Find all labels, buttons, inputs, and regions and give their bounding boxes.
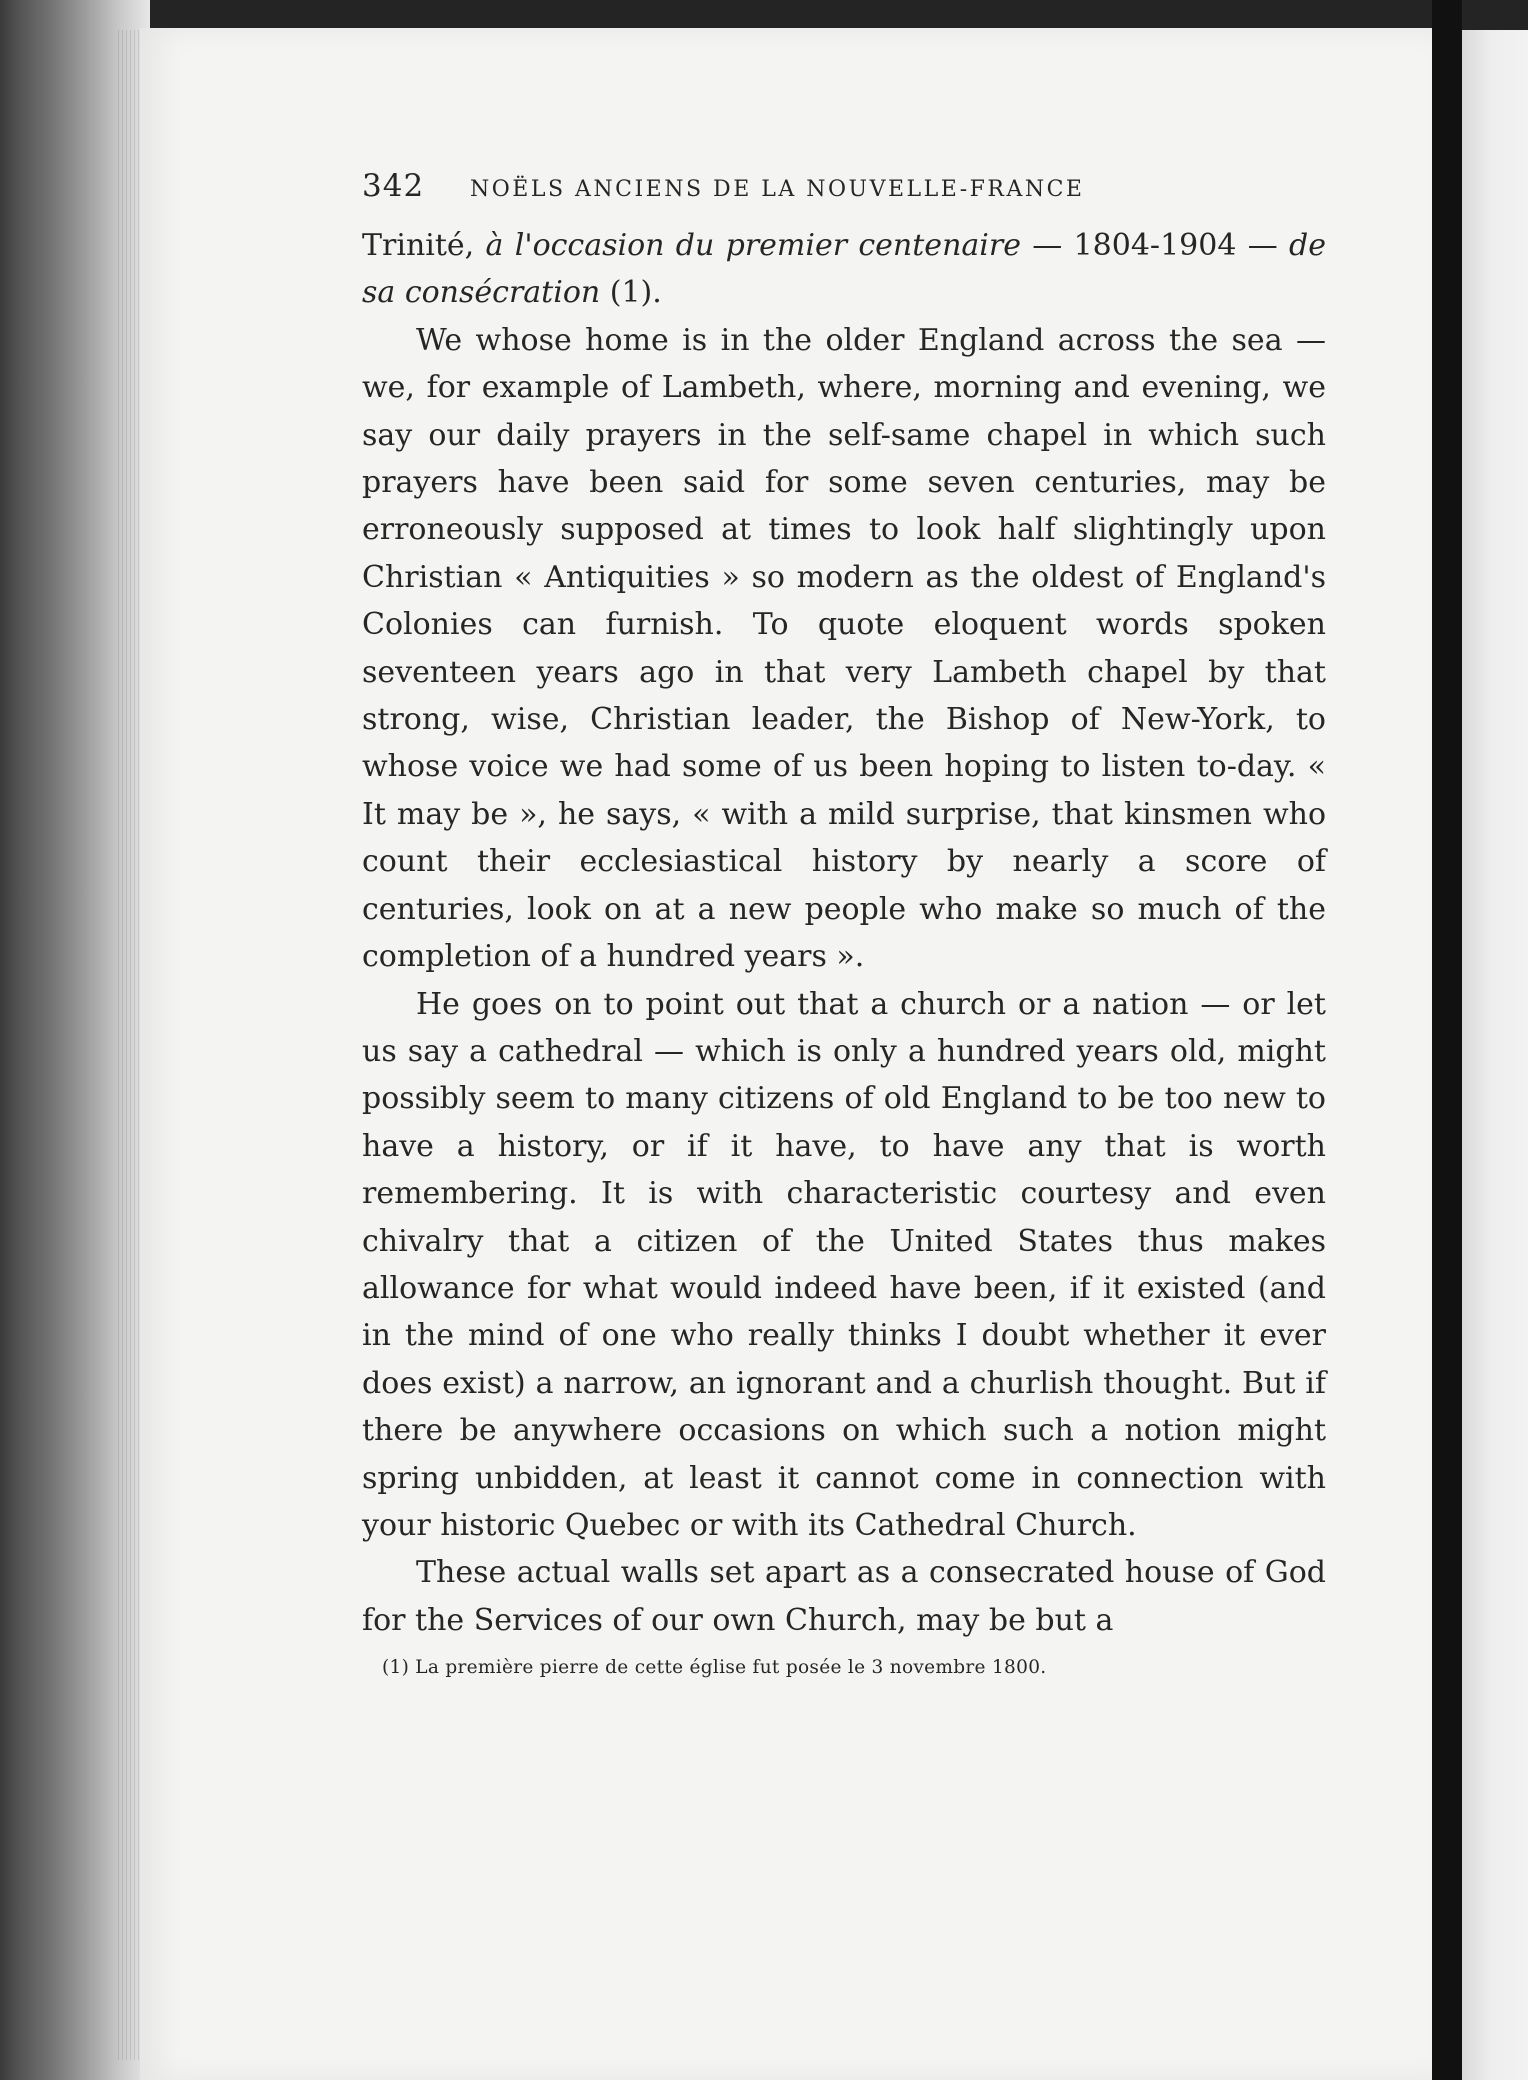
- page-text-block: [362, 168, 1326, 1682]
- paragraph: These actual walls set apart as a consecrated house of God for the Services of our own Church, may be but a: [362, 1555, 1326, 1638]
- running-head-title: NOËLS ANCIENS DE LA NOUVELLE-FRANCE: [470, 177, 1085, 202]
- paragraph-continuation: [362, 222, 1326, 317]
- italic-run: à l'occasion du premier centenaire: [485, 228, 1021, 263]
- italic-run: de sa consécration: [362, 228, 1327, 311]
- page-number: 342: [362, 168, 425, 204]
- next-page-edge: [1462, 30, 1528, 2080]
- footnote: (1) La première pierre de cette église fut posée le 3 novembre 1800.: [382, 1657, 1047, 1679]
- text-run: — 1804-1904 —: [1020, 228, 1290, 263]
- body-text: [362, 222, 1326, 1644]
- paragraph: He goes on to point out that a church or a nation — or let us say a cathedral — which is only a hundred years old, might possibly seem to many citizens of old England to be too new to have a history, or if it have, to have any that is worth remembering. It is with characteristic courtesy and even chivalry that a citizen of the United States thus makes allowance for what would indeed have been, if it existed (and in the mind of one who really thinks I doubt whether it ever does exist) a narrow, an ignorant and a churlish thought. But if there be anywhere occasions on which such a notion might spring unbidden, at least it cannot come in connection with your historic Quebec or with its Cathedral Church.: [362, 986, 1326, 1543]
- book-page-edges: [0, 0, 150, 2080]
- paragraph: We whose home is in the older England across the sea — we, for example of Lambeth, where, morning and evening, we say our daily prayers in the self-same chapel in which such prayers have been said for some seven centuries, may be erroneously supposed at times to look half slightingly upon Christian « Antiquities » so modern as the oldest of England's Colonies can furnish. To quote eloquent words spoken seventeen years ago in that very Lambeth chapel by that strong, wise, Christian leader, the Bishop of New-York, to whose voice we had some of us been hoping to listen to-day. « It may be », he says, « with a mild surprise, that kinsmen who count their ecclesiastical history by nearly a score of centuries, look on at a new people who make so much of the completion of a hundred years ».: [362, 322, 1326, 975]
- running-head: [362, 168, 1326, 220]
- text-run: (1).: [600, 275, 662, 311]
- text-run: Trinité,: [362, 228, 486, 263]
- book-gutter: [1432, 0, 1462, 2080]
